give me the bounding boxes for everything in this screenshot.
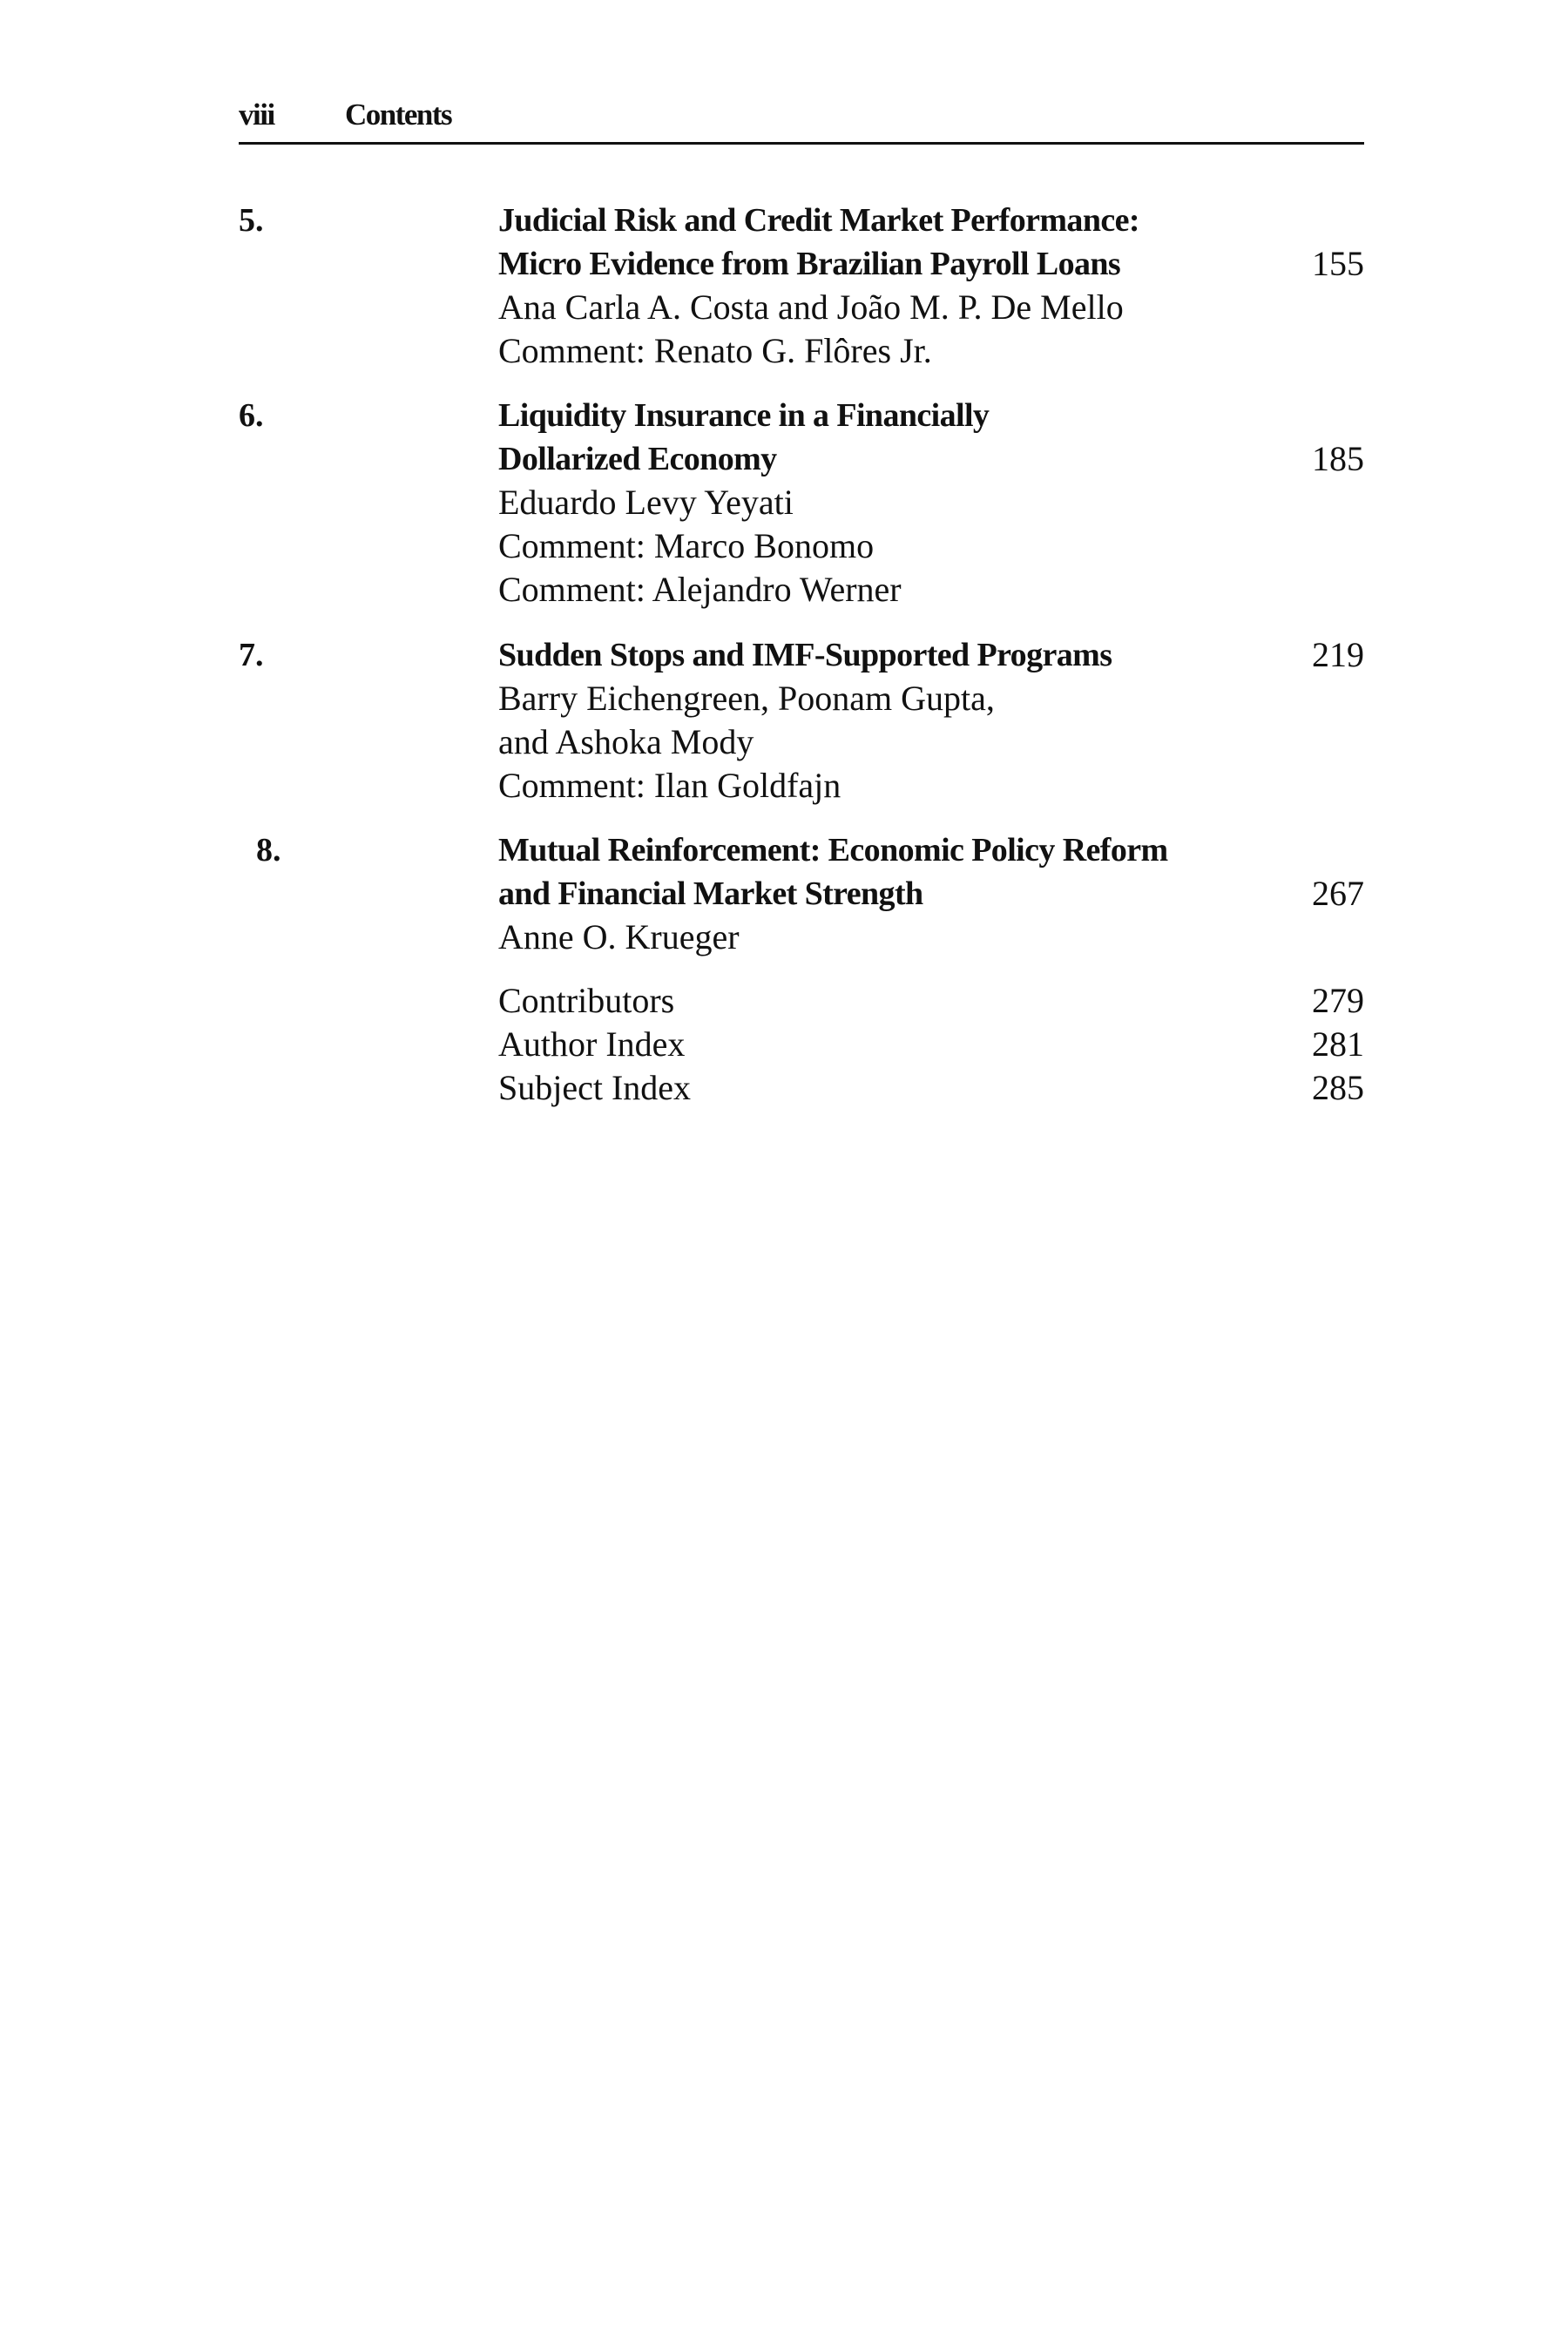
chapter-page-number: 185 xyxy=(1312,439,1364,478)
header-rule xyxy=(239,142,1364,145)
back-matter-item xyxy=(498,1023,1364,1066)
back-matter-item xyxy=(498,979,1364,1023)
running-header xyxy=(239,94,1364,146)
chapter-authors: Ana Carla A. Costa and João M. P. De Mello xyxy=(498,287,1124,327)
chapter-authors: Barry Eichengreen, Poonam Gupta, xyxy=(498,679,995,718)
chapter-comment: Comment: Marco Bonomo xyxy=(498,526,875,565)
chapter-page-number: 219 xyxy=(1312,635,1364,674)
back-matter-page: 281 xyxy=(1312,1024,1364,1064)
page-folio: viii xyxy=(239,98,274,132)
chapter-comment: Comment: Ilan Goldfajn xyxy=(498,766,841,805)
back-matter-list xyxy=(498,979,1364,1110)
chapter-title-line: and Financial Market Strength xyxy=(498,875,923,912)
chapter-comment: Comment: Renato G. Flôres Jr. xyxy=(498,331,932,370)
chapter-number: 8. xyxy=(256,832,281,868)
back-matter-item xyxy=(498,1066,1364,1110)
chapter-number: 6. xyxy=(239,397,264,434)
chapter-title-line: Liquidity Insurance in a Financially xyxy=(498,397,990,434)
chapter-title-line: Mutual Reinforcement: Economic Policy Reform xyxy=(498,832,1168,868)
chapter-title-line: Micro Evidence from Brazilian Payroll Loans xyxy=(498,246,1121,282)
chapter-number: 7. xyxy=(239,637,264,673)
chapter-title-line: Dollarized Economy xyxy=(498,441,777,477)
chapter-authors: Anne O. Krueger xyxy=(498,917,740,956)
chapter-page-number: 267 xyxy=(1312,874,1364,913)
running-title: Contents xyxy=(345,98,452,132)
chapter-page-number: 155 xyxy=(1312,244,1364,283)
chapter-title-line: Judicial Risk and Credit Market Performance: xyxy=(498,202,1139,239)
chapter-comment: Comment: Alejandro Werner xyxy=(498,570,902,609)
back-matter-page: 279 xyxy=(1312,981,1364,1020)
chapter-authors: Eduardo Levy Yeyati xyxy=(498,483,794,522)
chapter-title-line: Sudden Stops and IMF-Supported Programs xyxy=(498,637,1112,673)
back-matter-label: Contributors xyxy=(498,981,675,1020)
back-matter-page: 285 xyxy=(1312,1068,1364,1107)
back-matter-label: Subject Index xyxy=(498,1068,692,1107)
chapter-number: 5. xyxy=(239,202,264,239)
chapter-authors: and Ashoka Mody xyxy=(498,722,754,761)
back-matter-label: Author Index xyxy=(498,1024,686,1064)
